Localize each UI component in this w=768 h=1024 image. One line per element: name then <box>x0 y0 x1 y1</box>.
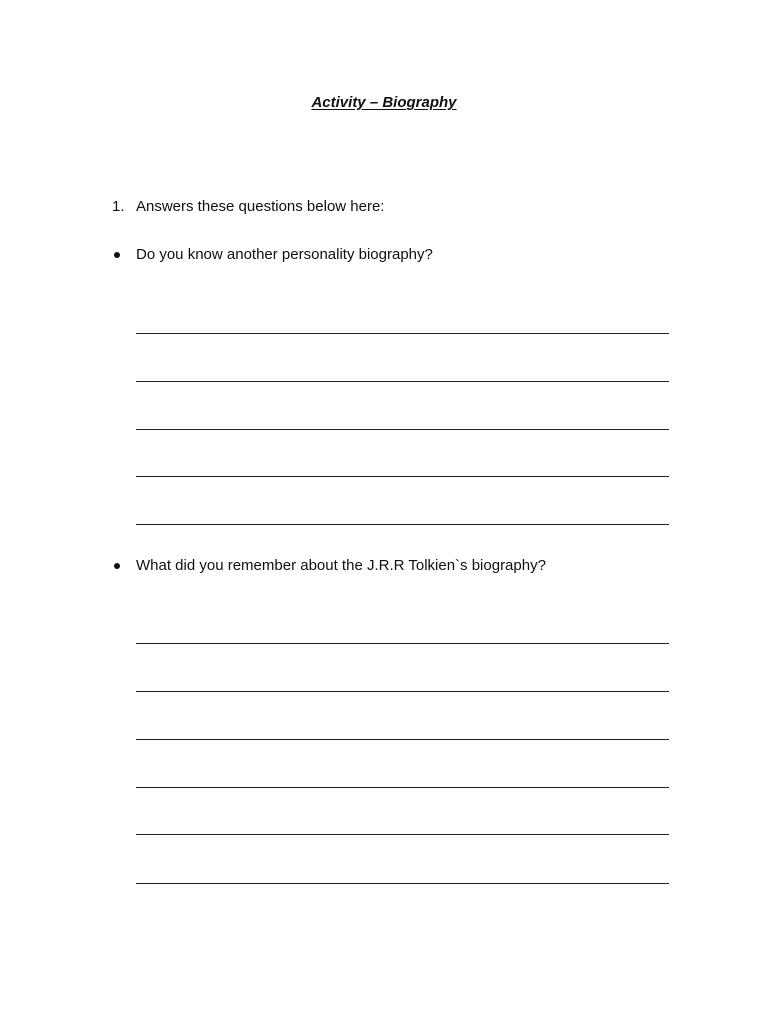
bullet-icon <box>114 252 120 258</box>
answer-line-q2-3[interactable] <box>136 739 669 740</box>
answer-line-q2-4[interactable] <box>136 787 669 788</box>
instruction-text: Answers these questions below here: <box>136 198 385 215</box>
answer-line-q2-1[interactable] <box>136 643 669 644</box>
answer-line-q1-5[interactable] <box>136 524 669 525</box>
answer-line-q1-2[interactable] <box>136 381 669 382</box>
question-2-text: What did you remember about the J.R.R Tolkien`s biography? <box>136 557 546 574</box>
answer-line-q2-6[interactable] <box>136 883 669 884</box>
answer-line-q1-4[interactable] <box>136 476 669 477</box>
list-number: 1. <box>112 198 125 215</box>
answer-line-q1-3[interactable] <box>136 429 669 430</box>
answer-line-q2-5[interactable] <box>136 834 669 835</box>
bullet-icon <box>114 563 120 569</box>
page-title: Activity – Biography <box>311 94 457 111</box>
question-1-text: Do you know another personality biography? <box>136 246 433 263</box>
answer-line-q2-2[interactable] <box>136 691 669 692</box>
answer-line-q1-1[interactable] <box>136 333 669 334</box>
